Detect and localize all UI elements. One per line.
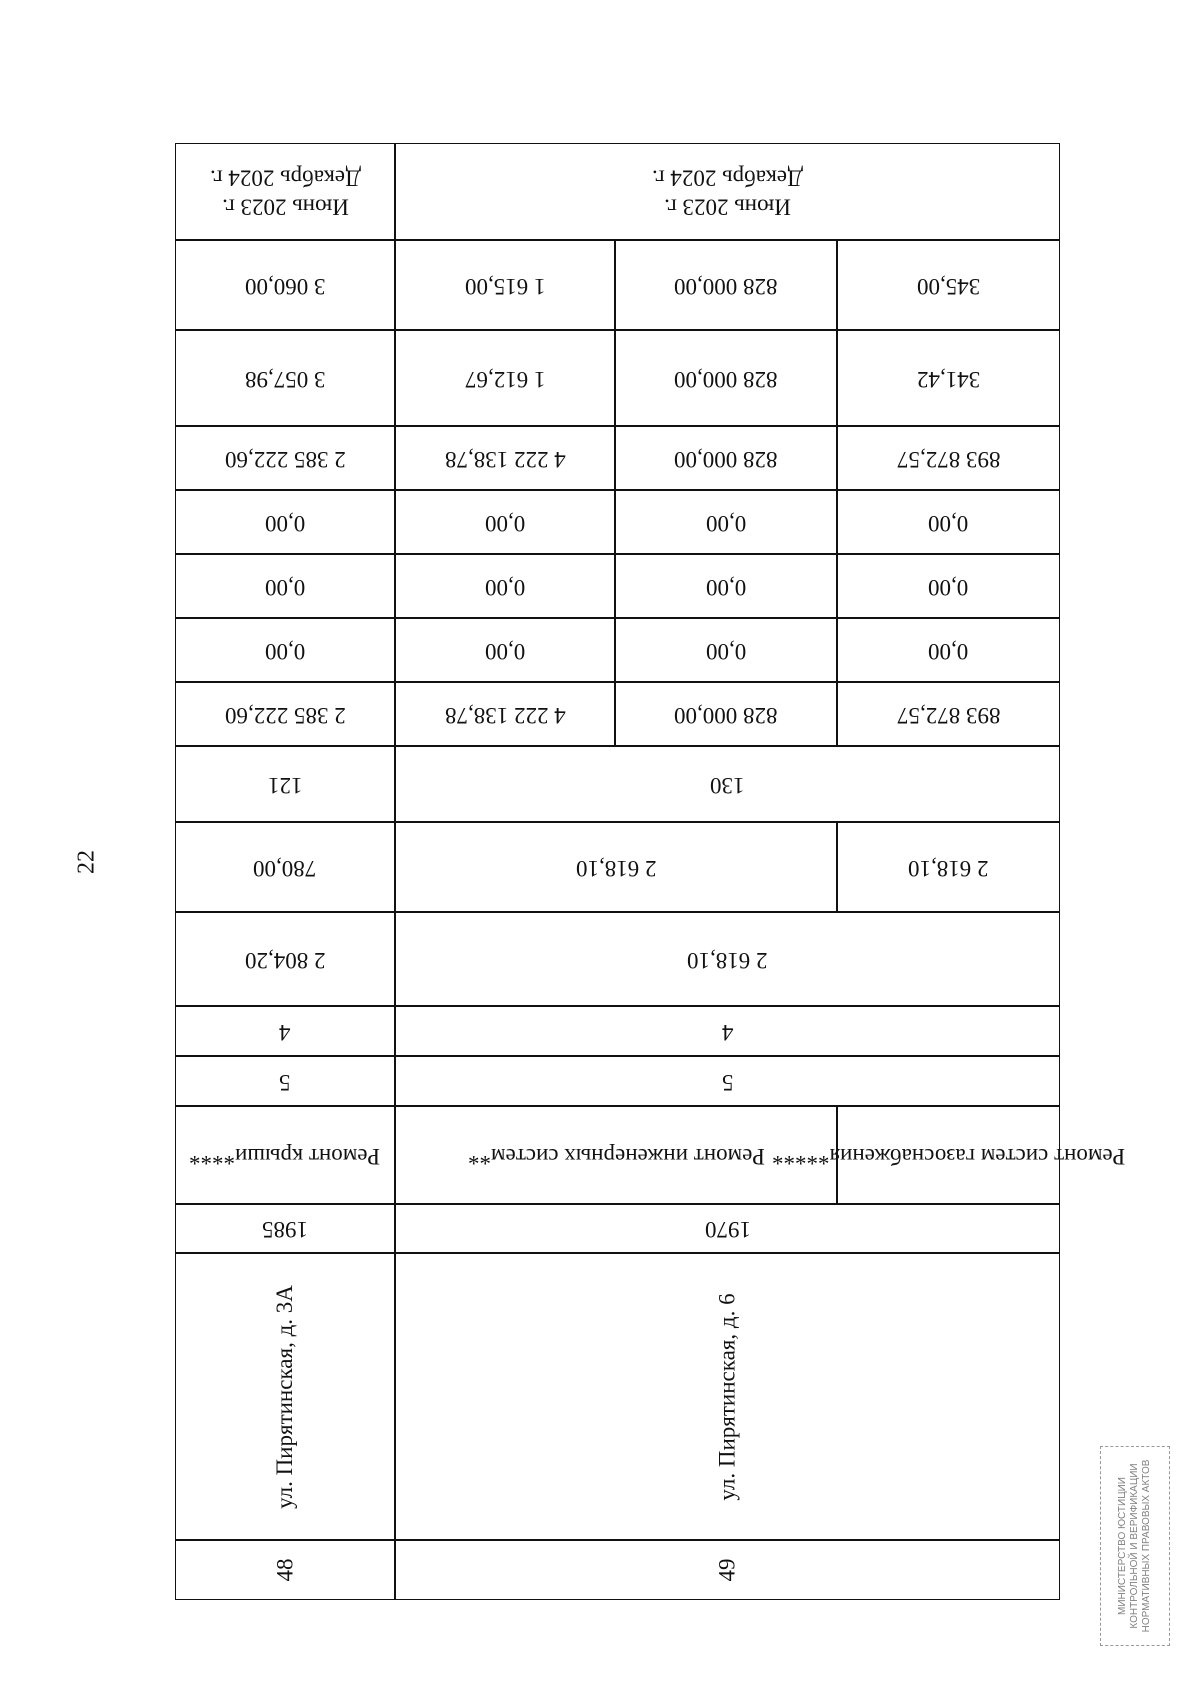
max-cost-49-1-text: 1 615,00 — [464, 273, 546, 299]
fund-d-49-3-text: 893 872,57 — [896, 702, 1001, 728]
fund-c-49-1-text: 0,00 — [484, 510, 526, 536]
header-col-48-line-1: Июнь 2023 г. — [221, 194, 349, 220]
max-cost-48 — [175, 240, 395, 330]
fund-a-48 — [175, 618, 395, 682]
entrances-48-text: 4 — [279, 1019, 291, 1045]
address-48-text: ул. Пирятинская, д. 3А — [272, 1284, 297, 1509]
max-cost-49-1 — [395, 240, 615, 330]
fund-a-48-text: 0,00 — [264, 638, 306, 664]
header-col-49 — [395, 143, 1060, 240]
max-cost-49-3-text: 345,00 — [916, 273, 981, 299]
cost-total-49-2 — [615, 426, 837, 490]
address-49-text: ул. Пирятинская, д. 6 — [714, 1292, 740, 1501]
max-cost-49-2 — [615, 240, 837, 330]
works-49-2-text: Ремонт систем газоснабжения***** — [771, 1143, 1126, 1169]
works-48 — [175, 1106, 395, 1204]
year-48 — [175, 1204, 395, 1253]
address-49 — [395, 1253, 1060, 1540]
residents-49-text: 130 — [710, 772, 745, 798]
header-col-48-line-2: Декабрь 2024 г. — [209, 165, 361, 191]
fund-b-49-1-text: 0,00 — [484, 574, 526, 600]
max-cost-49-2-text: 828 000,00 — [674, 273, 778, 299]
works-49-1 — [395, 1106, 837, 1204]
unit-cost-49-1 — [395, 330, 615, 426]
fund-b-49-3-text: 0,00 — [928, 574, 969, 600]
stamp-line-1: МИНИСТЕРСТВО ЮСТИЦИИ — [1117, 1477, 1128, 1615]
row-no-48 — [175, 1540, 395, 1600]
entrances-48 — [175, 1006, 395, 1056]
fund-a-49-1-text: 0,00 — [484, 638, 526, 664]
residents-48-text: 121 — [267, 772, 303, 798]
cost-total-49-1-text: 4 222 138,78 — [444, 446, 566, 472]
fund-a-49-3 — [837, 618, 1060, 682]
area-work-49-1 — [395, 822, 837, 912]
year-48-text: 1985 — [262, 1216, 308, 1242]
fund-b-48 — [175, 554, 395, 618]
area-total-48 — [175, 912, 395, 1006]
fund-d-48 — [175, 682, 395, 746]
fund-c-49-2 — [615, 490, 837, 554]
floors-49-text: 5 — [721, 1069, 734, 1095]
fund-d-48-text: 2 385 222,60 — [224, 702, 346, 728]
works-49-1-text: Ремонт инженерных систем** — [467, 1143, 765, 1169]
cost-total-49-1 — [395, 426, 615, 490]
max-cost-48-text: 3 060,00 — [244, 273, 326, 299]
year-49-text: 1970 — [704, 1216, 751, 1242]
area-total-49-text: 2 618,10 — [687, 947, 768, 973]
area-work-49-1-text: 2 618,10 — [575, 855, 657, 881]
cost-total-48 — [175, 426, 395, 490]
unit-cost-48 — [175, 330, 395, 426]
unit-cost-49-3 — [837, 330, 1060, 426]
fund-d-49-3 — [837, 682, 1060, 746]
fund-b-49-2 — [615, 554, 837, 618]
page-number: 22 — [73, 850, 100, 874]
fund-c-49-3-text: 0,00 — [928, 510, 969, 536]
fund-d-49-1 — [395, 682, 615, 746]
fund-a-49-2-text: 0,00 — [705, 638, 747, 664]
cost-total-49-3-text: 893 872,57 — [896, 446, 1001, 472]
unit-cost-49-2 — [615, 330, 837, 426]
area-work-48-text: 780,00 — [253, 855, 317, 881]
fund-a-49-2 — [615, 618, 837, 682]
fund-c-48 — [175, 490, 395, 554]
year-49 — [395, 1204, 1060, 1253]
unit-cost-49-2-text: 828 000,00 — [674, 366, 778, 392]
residents-48 — [175, 746, 395, 822]
cost-total-48-text: 2 385 222,60 — [224, 446, 346, 472]
entrances-49 — [395, 1006, 1060, 1056]
area-work-49-2-text: 2 618,10 — [908, 855, 989, 881]
stamp-line-3: НОРМАТИВНЫХ ПРАВОВЫХ АКТОВ — [1141, 1459, 1152, 1633]
registration-stamp — [1100, 1446, 1170, 1646]
area-work-48 — [175, 822, 395, 912]
fund-d-49-1-text: 4 222 138,78 — [444, 702, 566, 728]
row-no-49 — [395, 1540, 1060, 1600]
unit-cost-48-text: 3 057,98 — [244, 366, 326, 392]
floors-48 — [175, 1056, 395, 1106]
header-col-48 — [175, 143, 395, 240]
fund-a-49-1 — [395, 618, 615, 682]
address-48 — [175, 1253, 395, 1540]
works-48-text: Ремонт крыши**** — [189, 1143, 381, 1169]
fund-b-48-text: 0,00 — [264, 574, 306, 600]
fund-c-49-1 — [395, 490, 615, 554]
fund-a-49-3-text: 0,00 — [928, 638, 969, 664]
cost-total-49-2-text: 828 000,00 — [674, 446, 778, 472]
header-col-49-line-2: Декабрь 2024 г. — [652, 165, 803, 191]
works-49-2 — [771, 1106, 1126, 1204]
floors-48-text: 5 — [279, 1069, 291, 1095]
row-no-49-text: 49 — [714, 1558, 740, 1582]
row-no-48-text: 48 — [272, 1558, 297, 1582]
cost-total-49-3 — [837, 426, 1060, 490]
fund-c-49-2-text: 0,00 — [705, 510, 747, 536]
fund-b-49-2-text: 0,00 — [705, 574, 747, 600]
residents-49 — [395, 746, 1060, 822]
stamp-text — [1117, 1460, 1153, 1633]
fund-d-49-2 — [615, 682, 837, 746]
stamp-line-2: КОНТРОЛЬНОЙ И ВЕРИФИКАЦИИ — [1129, 1463, 1140, 1629]
fund-d-49-2-text: 828 000,00 — [674, 702, 778, 728]
entrances-49-text: 4 — [721, 1019, 734, 1045]
fund-c-49-3 — [837, 490, 1060, 554]
area-work-49-2 — [837, 822, 1060, 912]
header-col-49-line-1: Июнь 2023 г. — [664, 194, 791, 220]
fund-c-48-text: 0,00 — [264, 510, 306, 536]
area-total-49 — [395, 912, 1060, 1006]
area-total-48-text: 2 804,20 — [244, 947, 326, 973]
unit-cost-49-3-text: 341,42 — [916, 366, 981, 392]
floors-49 — [395, 1056, 1060, 1106]
unit-cost-49-1-text: 1 612,67 — [464, 366, 546, 392]
max-cost-49-3 — [837, 240, 1060, 330]
fund-b-49-3 — [837, 554, 1060, 618]
fund-b-49-1 — [395, 554, 615, 618]
